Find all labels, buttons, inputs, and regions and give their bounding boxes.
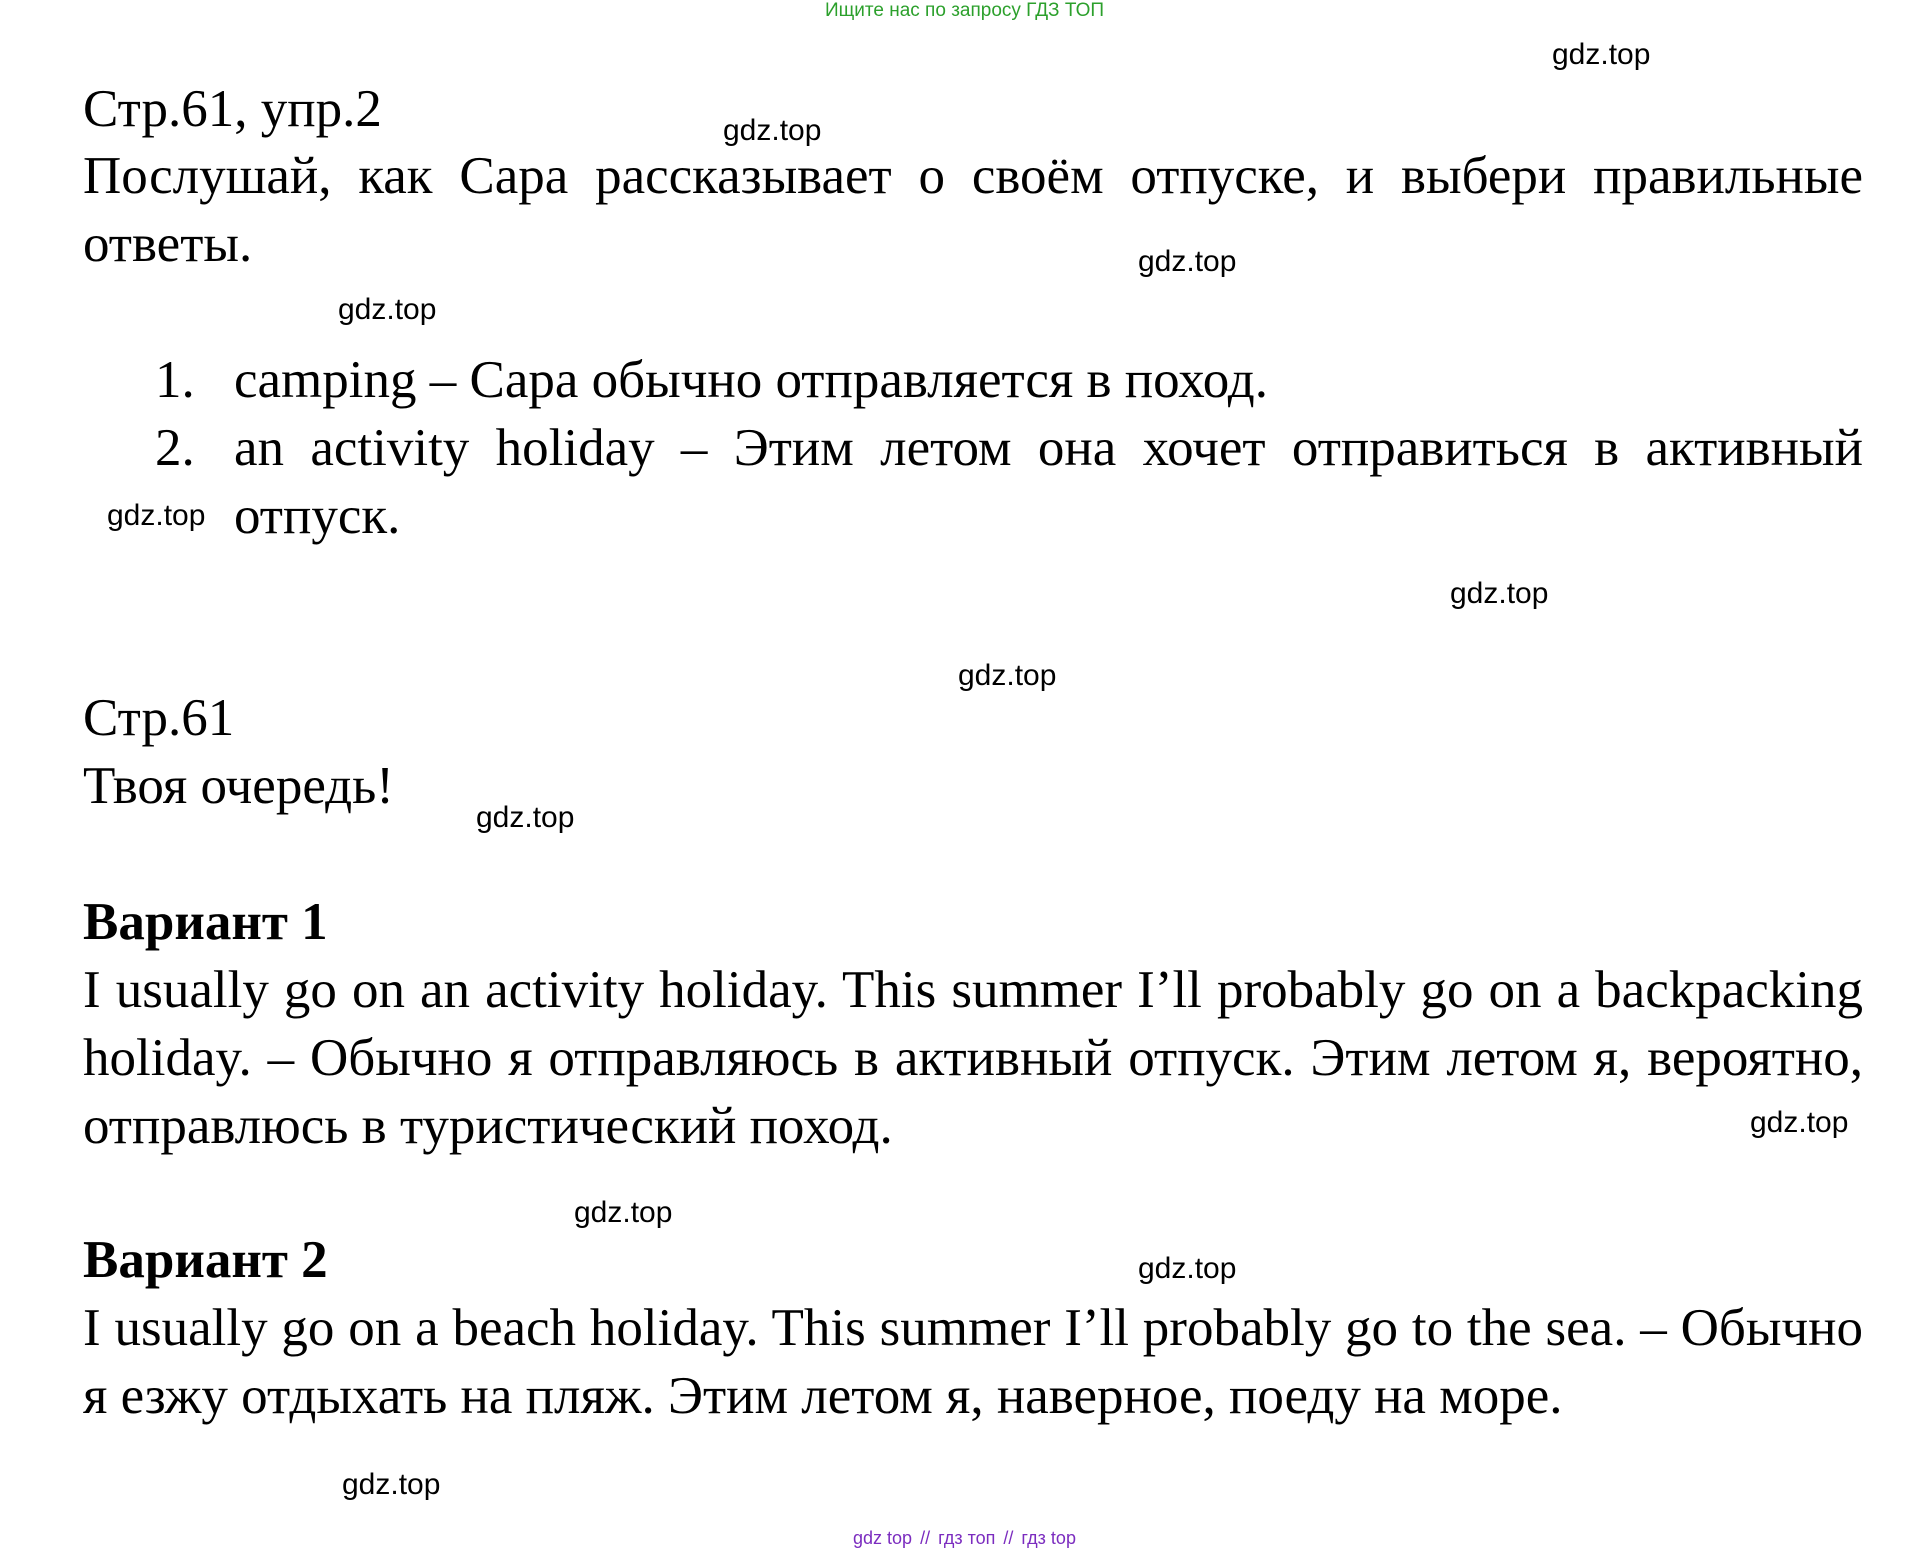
footer-separator: //: [1003, 1528, 1014, 1548]
top-banner: Ищите нас по запросу ГДЗ ТОП: [824, 0, 1105, 21]
list-item-text: camping – Сара обычно отправляется в поход.: [234, 351, 1268, 409]
watermark: gdz.top: [1552, 38, 1651, 71]
watermark: gdz.top: [338, 293, 437, 326]
variant2-text: I usually go on a beach holiday. This summer I’ll probably go to the sea. – Обычно я езжу отдыхать на пляж. Этим летом я, наверное, поеду на море.: [83, 1299, 1863, 1425]
section1-instruction: Послушай, как Сара рассказывает о своём отпуске, и выбери правильные ответы.: [83, 147, 1863, 273]
watermark: gdz.top: [1138, 245, 1237, 278]
watermark: gdz.top: [342, 1468, 441, 1501]
list-item-text: an activity holiday – Этим летом она хочет отправиться в активный отпуск.: [234, 419, 1863, 545]
variant1-text: I usually go on an activity holiday. This summer I’ll probably go on a backpacking holiday. – Обычно я отправляюсь в активный отпуск. Этим летом я, вероятно, отправлюсь в туристический поход.: [83, 961, 1863, 1155]
footer-link: гдз top: [1021, 1528, 1076, 1548]
list-item: [155, 346, 1863, 414]
footer-link: гдз топ: [938, 1528, 996, 1548]
watermark: gdz.top: [107, 499, 206, 532]
watermark: gdz.top: [574, 1196, 673, 1229]
list-item: [107, 414, 1863, 550]
footer-separator: //: [920, 1528, 931, 1548]
watermark: gdz.top: [1450, 577, 1549, 610]
bottom-banner: [0, 1527, 1929, 1549]
watermark: gdz.top: [723, 114, 822, 147]
list-item-number: 1.: [155, 351, 195, 409]
variant1-heading: Вариант 1: [83, 893, 328, 951]
list-item-number: 2.: [155, 419, 195, 477]
section2-title: Стр.61: [83, 689, 235, 747]
variant2-heading: Вариант 2: [83, 1231, 328, 1289]
watermark: gdz.top: [1750, 1106, 1849, 1139]
section2-subtitle: Твоя очередь!: [83, 757, 394, 815]
watermark: gdz.top: [476, 801, 575, 834]
watermark: gdz.top: [1138, 1252, 1237, 1285]
section1-title: Стр.61, упр.2: [83, 80, 382, 138]
watermark: gdz.top: [958, 659, 1057, 692]
footer-link: gdz top: [853, 1528, 913, 1548]
